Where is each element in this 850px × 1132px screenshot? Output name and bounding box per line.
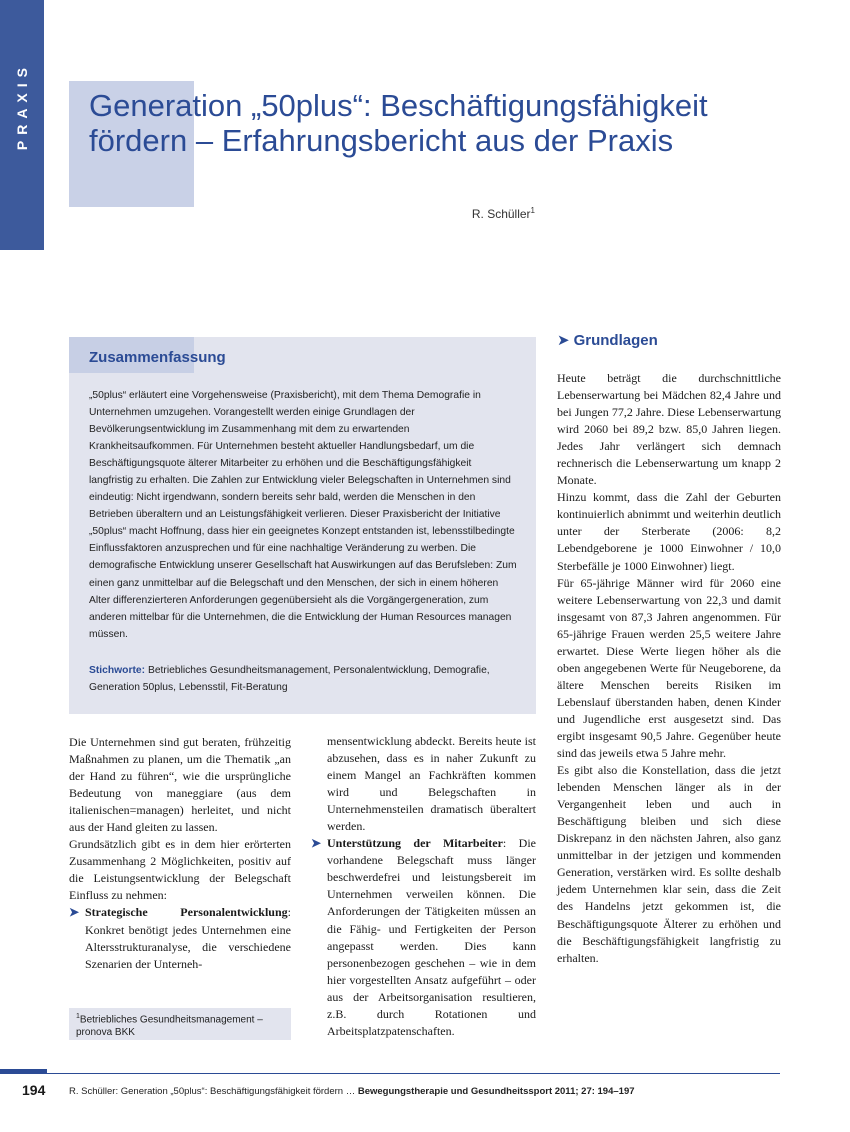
footnote	[76, 1010, 286, 1039]
arrow-bullet-icon: ➤	[557, 332, 570, 349]
bullet-item-mitarbeiter	[311, 835, 536, 1040]
body-column-1	[69, 734, 291, 973]
body-column-2	[311, 733, 536, 1040]
author-line	[400, 206, 535, 221]
bullet2-text: : Die vorhandene Belegschaft muss länger beschwerdefrei und leistungsbereit im Unternehmen verweilen können. Die Anforderungen der Tätigkeiten müssen an die Fähig- und Fertigkeiten der Person angepasst werden. Dies kann personenbezogen geschehen – wie in dem hier vorgestellten Ansatz aufgeführt – oder aus der Arbeitsorganisation resultieren, z.B. durch Rotationen und Arbeitsplatzpatenschaften.	[327, 836, 536, 1038]
summary-heading: Zusammenfassung	[89, 349, 226, 366]
col3-paragraph-4: Es gibt also die Konstellation, dass die jetzt lebenden Menschen länger als in der Vergangenheit leben und auch in Beschäftigung bleiben und sich diese Diskrepanz in den nächsten Jahren, also ganz unmittelbar in der jetzigen und kommenden Generation, verstärken wird. Es sollte deshalb jedem Unternehmen klar sein, dass die Zeit des Handelns jetzt gekommen ist, die Beschäftigungsquote Älterer zu erhöhen und die Beschäftigungsfähigkeit langfristig zu erhalten.	[557, 763, 781, 965]
col1-paragraph-2: Grundsätzlich gibt es in dem hier erörterten Zusammenhang 2 Möglichkeiten, positiv auf die Leistungsentwicklung der Belegschaft Einfluss zu nehmen:	[69, 837, 291, 903]
bullet1-text: : Konkret benötigt jedes Unternehmen eine Altersstrukturanalyse, die verschiedene Szenarien der Unterneh-	[85, 905, 291, 971]
col3-paragraph-1: Heute beträgt die durchschnittliche Lebenserwartung bei Mädchen 82,4 Jahre und bei Jungen 77,2 Jahre. Diese Lebenserwartung wird 2060 bei 89,2 bzw. 85,0 Jahren liegen. Jedes Jahr verlängert sich demnach rechnerisch die Lebenserwartung um knapp 2 Monate.	[557, 371, 781, 488]
footer-accent-block	[0, 1069, 47, 1074]
col2-bullet-list	[311, 733, 536, 1040]
arrow-bullet-icon: ➤	[311, 836, 322, 851]
arrow-bullet-icon: ➤	[69, 905, 80, 920]
article-title: Generation „50plus“: Beschäftigungsfähigkeit fördern – Erfahrungsbericht aus der Praxis	[89, 88, 708, 158]
col1-paragraph-1: Die Unternehmen sind gut beraten, frühzeitig Maßnahmen zu planen, um die Thematik „an der Hand zu führen“, wie die ursprüngliche Bedeutung von maneggiare (aus dem italienischen=managen) herleitet, und nicht aus der Hand gleiten zu lassen.	[69, 735, 291, 835]
page-number: 194	[22, 1082, 46, 1098]
author-name: R. Schüller	[471, 207, 531, 221]
bullet1-bold: Strategische Personalentwicklung	[85, 905, 288, 920]
bullet-continuation	[311, 733, 536, 835]
section-heading-text: Grundlagen	[573, 332, 658, 349]
keywords-text: Betriebliches Gesundheitsmanagement, Personalentwicklung, Demografie, Generation 50plus, Lebensstil, Fit-Beratung	[89, 665, 490, 694]
col3-paragraph-2: Hinzu kommt, dass die Zahl der Geburten kontinuierlich abnimmt und weiterhin deutlich unter der Sterberate (2006: 8,2 Lebendgeborene je 1000 Einwohner / 10,0 Sterbefälle je 1000 Einwohner) liegt.	[557, 490, 781, 573]
keywords-label: Stichworte:	[89, 665, 146, 676]
citation-text: R. Schüller: Generation „50plus“: Beschäftigungsfähigkeit fördern …	[69, 1086, 358, 1097]
section-heading-grundlagen	[557, 331, 658, 349]
bullet1-continued-text: mensentwicklung abdeckt. Bereits heute ist abzusehen, dass es in naher Zukunft zu einem Mangel an Fachkräften kommen wird und Belegschaften in Unternehmensteilen dramatisch überaltert werden.	[327, 734, 536, 834]
footer-rule	[47, 1073, 780, 1074]
bullet2-bold: Unterstützung der Mitarbeiter	[327, 836, 503, 851]
bullet-item-personalentwicklung	[69, 904, 291, 972]
summary-text: „50plus“ erläutert eine Vorgehensweise (Praxisbericht), mit dem Thema Demografie in Unternehmen umzugehen. Vorangestellt werden einige Grundlagen der Bevölkerungsentwicklung im Zusammenhang mit dem zu erwartenden Krankheitsaufkommen. Für Unternehmen besteht aktueller Handlungsbedarf, um die Beschäftigungsquote älterer Mitarbeiter zu erhöhen und die Beschäftigungsfähigkeit langfristig zu erhalten. Die Zahlen zur Entwicklung vieler Belegschaften in Unternehmen sind eindeutig: Nicht irgendwann, sondern bereits sehr bald, werden die Menschen in den Betrieben überaltern und an Leistungsfähigkeit verlieren. Dieser Praxisbericht der Initiative „50plus“ macht Hoffnung, dass hier ein geeignetes Konzept entstanden ist, lebensstilbedingte Einflussfaktoren anzusprechen und für eine nachhaltige Veränderung zu werben. Die demografische Entwicklung unserer Gesellschaft hat Auswirkungen auf das Berufsleben: Zum einen ganz unmittelbar auf die Belegschaft und den Menschen, der sich in einem höheren Alter differenzierteren Anforderungen gegenübersieht als die Vorgängergeneration, zum anderen mittelbar für die Unternehmen, die die Entwicklung der Human Resources managen müssen.	[89, 390, 517, 640]
col1-bullet-list	[69, 904, 291, 972]
footer-citation	[69, 1086, 635, 1097]
footnote-marker: 1	[76, 1013, 80, 1020]
keywords	[89, 662, 517, 696]
footnote-text: Betriebliches Gesundheitsmanagement – pronova BKK	[76, 1014, 263, 1039]
body-column-3	[557, 370, 781, 967]
author-footnote-marker: 1	[530, 206, 535, 215]
side-tab-label: PRAXIS	[14, 62, 30, 151]
col3-paragraph-3: Für 65-jährige Männer wird für 2060 eine weitere Lebenserwartung von 22,3 und damit insgesamt von 87,3 Jahren angenommen. Für 65-jährige Frauen werden 25,5 weitere Jahre erwartet. Diese Werte liegen höher als die oben angegebenen Werte für Neugeborene, da ältere Menschen bereits Risiken im Lebenslauf überstanden haben, denen Kinder und Jugendliche erst ausgesetzt sind. Das ergibt insgesamt 90,5 Jahre. Gegenüber heute sind das jeweils etwa 5 Jahre mehr.	[557, 575, 781, 761]
citation-journal: Bewegungstherapie und Gesundheitssport 2011; 27: 194–197	[357, 1086, 635, 1097]
